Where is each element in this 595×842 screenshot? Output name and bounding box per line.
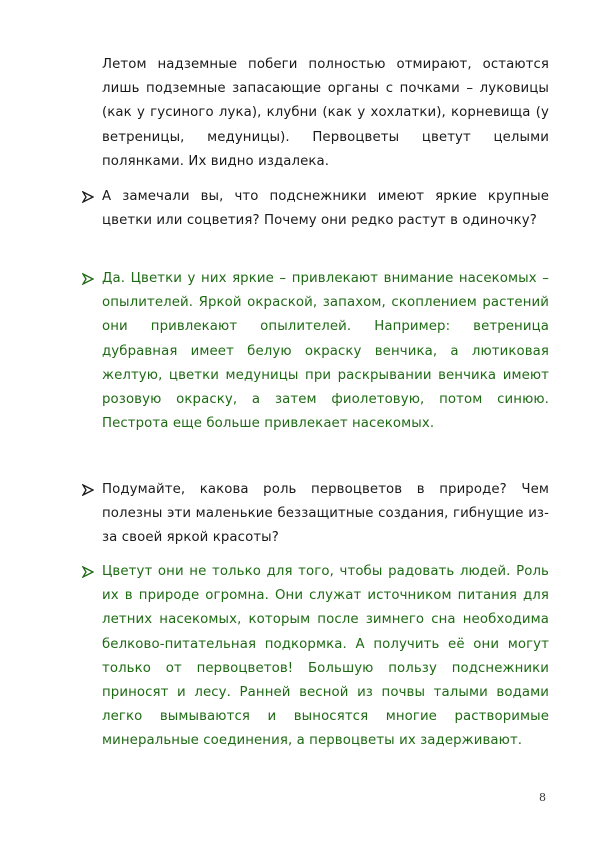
arrowhead-bullet-icon xyxy=(82,566,96,580)
intro-paragraph: Летом надземные побеги полностью отмирают, остаются лишь подземные запасающие органы с почками – луковицы (как у гусиного лука), клубни (как у хохлатки), корневища (у ветреницы, медуницы). Первоцветы цветут целыми полянками. Их видно издалека. xyxy=(102,57,549,169)
question-paragraph-1: А замечали вы, что подснежники имеют яркие крупные цветки или соцветия? Почему они редко растут в одиночку? xyxy=(102,189,549,229)
arrowhead-bullet-icon xyxy=(82,191,96,205)
page-number: 8 xyxy=(539,791,546,804)
arrowhead-bullet-icon xyxy=(82,484,96,498)
arrowhead-bullet-icon xyxy=(82,273,96,287)
question-paragraph-2: Подумайте, какова роль первоцветов в природе? Чем полезны эти маленькие беззащитные создания, гибнущие из-за своей яркой красоты? xyxy=(102,482,549,546)
answer-paragraph-2: Цветут они не только для того, чтобы радовать людей. Роль их в природе огромна. Они служат источником питания для летних насекомых, которым после зимнего сна необходима белково-питательная подкормка. А получить её они могут только от первоцветов! Большую пользу подснежники приносят и лесу. Ранней весной из почвы талыми водами легко вымываются и выносятся многие растворимые минеральные соединения, а первоцветы их задерживают. xyxy=(102,564,549,749)
answer-paragraph-1: Да. Цветки у них яркие – привлекают внимание насекомых – опылителей. Яркой окраской, запахом, скоплением растений они привлекают опылителей. Например: ветреница дубравная имеет белую окраску венчика, а лютиковая желтую, цветки медуницы при раскрывании венчика имеют розовую окраску, а затем фиолетовую, потом синюю. Пестрота еще больше привлекает насекомых. xyxy=(102,271,549,432)
